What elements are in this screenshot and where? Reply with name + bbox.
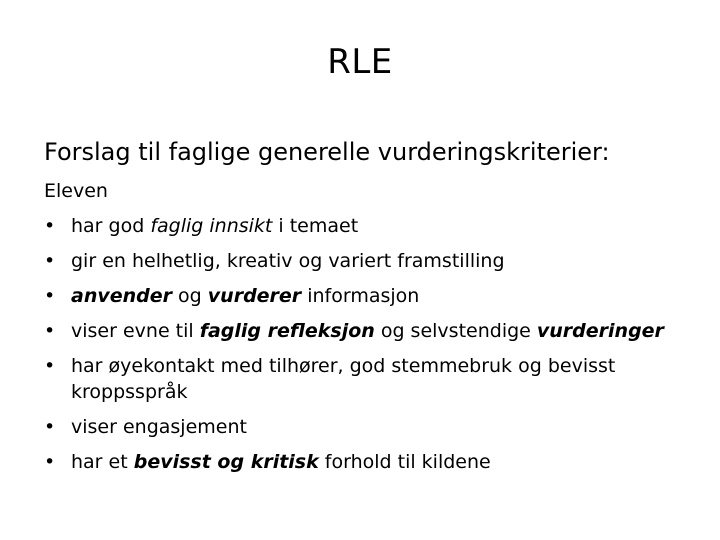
criteria-list [44,209,690,480]
item-emphasis: faglig refleksjon [199,320,375,342]
list-item [44,349,690,410]
list-item [44,244,690,279]
item-emphasis: bevisst og kritisk [133,451,319,473]
bullet-icon: • [44,250,56,272]
item-emphasis: vurderer [207,285,302,307]
item-text: forhold til kildene [318,451,491,473]
slide-heading: Forslag til faglige generelle vurderingskriterier: [44,138,610,166]
list-item [44,314,690,349]
item-emphasis: vurderinger [536,320,664,342]
bullet-icon: • [44,355,56,377]
intro-text: Eleven [44,180,108,202]
item-text: viser engasjement [71,416,247,438]
bullet-icon: • [44,215,56,237]
bullet-icon: • [44,320,56,342]
list-item [44,209,690,244]
slide-body [44,132,690,480]
item-text: har god [71,215,151,237]
item-text: viser evne til [71,320,200,342]
list-item [44,410,690,445]
item-text: og selvstendige [374,320,537,342]
list-item [44,279,690,314]
item-emphasis: faglig innsikt [150,215,273,237]
bullet-icon: • [44,285,56,307]
item-text: har et [71,451,134,473]
item-text: og [172,285,208,307]
item-emphasis: anvender [71,285,173,307]
list-item [44,445,690,480]
item-text: i temaet [272,215,359,237]
bullet-icon: • [44,451,56,473]
slide-title: RLE [327,42,393,82]
item-text: gir en helhetlig, kreativ og variert framstilling [71,250,505,272]
item-text: informasjon [301,285,420,307]
bullet-icon: • [44,416,56,438]
item-text: har øyekontakt med tilhører, god stemmebruk og bevisst kroppsspråk [71,355,616,403]
